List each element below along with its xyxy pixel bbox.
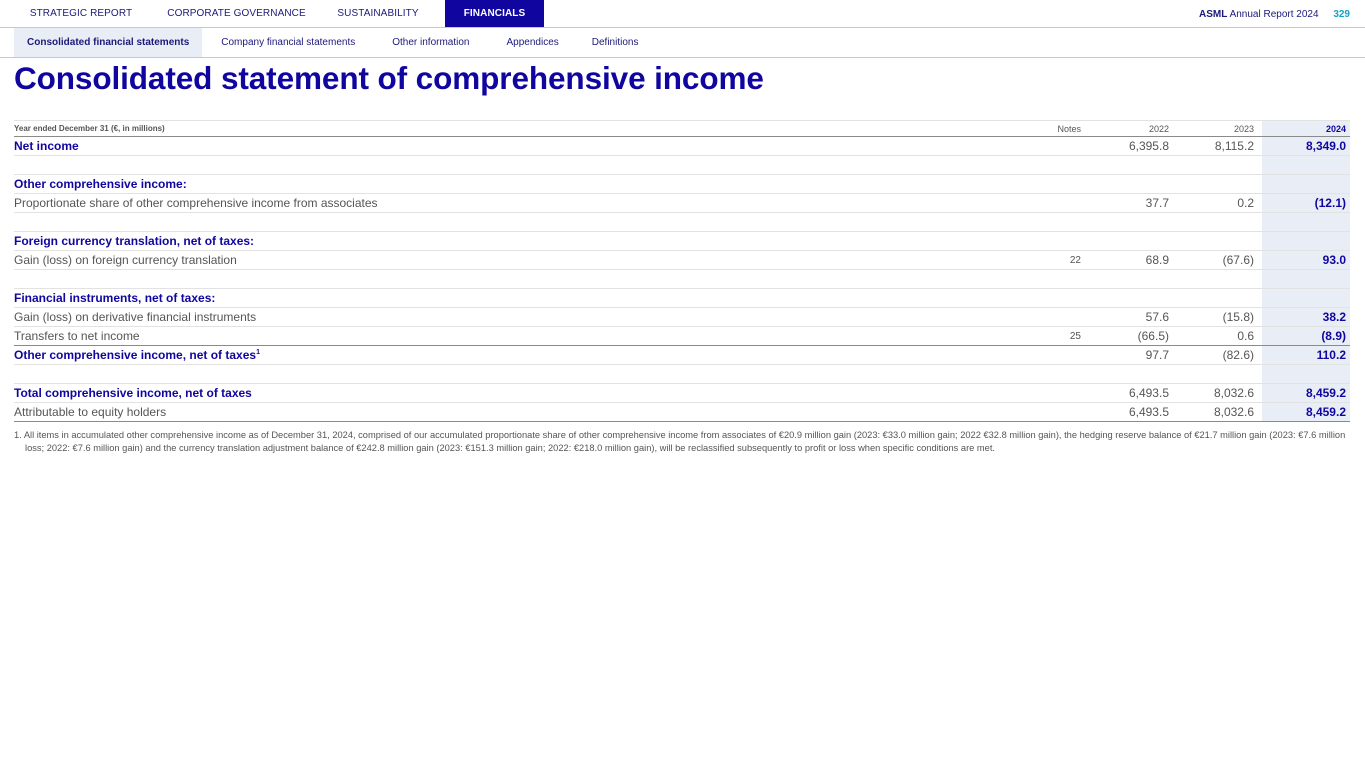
row-2024-value: (12.1) [1262, 194, 1350, 212]
tab-sustainability[interactable]: SUSTAINABILITY [337, 8, 419, 19]
table-row [14, 289, 1350, 308]
header-notes: Notes [1057, 124, 1081, 134]
page-title: Consolidated statement of comprehensive income [14, 60, 764, 96]
row-2024-value: 110.2 [1262, 346, 1350, 364]
row-notes: 22 [1069, 255, 1081, 266]
header-2024: 2024 [1262, 121, 1350, 136]
row-2022-value: 6,395.8 [1128, 139, 1169, 153]
row-2022-value: 6,493.5 [1128, 405, 1169, 419]
tab-financials[interactable]: FINANCIALS [445, 0, 544, 27]
row-2022-value: 68.9 [1145, 253, 1169, 267]
row-2024-value: 8,459.2 [1262, 403, 1350, 421]
table-row [14, 251, 1350, 270]
top-navigation-bar [0, 0, 1365, 28]
row-2023-value: (67.6) [1222, 253, 1254, 267]
subtab-appendices[interactable]: Appendices [506, 37, 559, 48]
row-2023-value: 0.6 [1237, 329, 1254, 343]
row-2022-value: (66.5) [1137, 329, 1169, 343]
row-label [14, 346, 260, 364]
row-label-text: Other comprehensive income, net of taxes [14, 348, 257, 362]
row-2024-value: 8,349.0 [1262, 137, 1350, 155]
sub-tabs [14, 28, 651, 57]
row-label: Attributable to equity holders [14, 405, 167, 419]
row-label: Gain (loss) on derivative financial instruments [14, 310, 257, 324]
row-label: Gain (loss) on foreign currency translation [14, 253, 237, 267]
row-2022-value: 37.7 [1145, 196, 1169, 210]
row-label: Net income [14, 139, 79, 153]
row-2022-value: 6,493.5 [1128, 386, 1169, 400]
subtab-definitions[interactable]: Definitions [591, 37, 639, 48]
table-header-row [14, 120, 1350, 137]
row-notes: 25 [1069, 331, 1081, 342]
table-row [14, 327, 1350, 346]
row-2024-value [1262, 270, 1350, 288]
table-row [14, 194, 1350, 213]
table-row [14, 213, 1350, 232]
row-2023-value: 8,115.2 [1214, 139, 1254, 153]
row-2024-value [1262, 289, 1350, 307]
table-row [14, 137, 1350, 156]
header-2022: 2022 [1148, 124, 1169, 134]
row-2022-value: 97.7 [1145, 348, 1169, 362]
section-tabs [0, 0, 544, 27]
row-label: Foreign currency translation, net of taxes: [14, 234, 255, 248]
row-label: Proportionate share of other comprehensive income from associates [14, 196, 378, 210]
table-row [14, 365, 1350, 384]
subtab-company-financial-statements[interactable]: Company financial statements [221, 37, 356, 48]
row-2022-value: 57.6 [1145, 310, 1169, 324]
subtab-other-information[interactable]: Other information [392, 37, 470, 48]
tab-corporate-governance[interactable]: CORPORATE GOVERNANCE [167, 8, 306, 19]
row-2024-value [1262, 175, 1350, 193]
sub-navigation-bar [0, 28, 1365, 58]
brand-name: ASML [1198, 9, 1228, 20]
table-row [14, 270, 1350, 289]
row-2024-value: 8,459.2 [1262, 384, 1350, 402]
row-2023-value: 8,032.6 [1213, 386, 1254, 400]
table-row [14, 175, 1350, 194]
row-label: Total comprehensive income, net of taxes [14, 386, 252, 400]
subtab-consolidated-financial-statements[interactable]: Consolidated financial statements [14, 28, 202, 57]
row-label: Other comprehensive income: [14, 177, 187, 191]
row-2023-value: 8,032.6 [1213, 405, 1254, 419]
row-2024-value [1262, 156, 1350, 174]
row-2024-value [1262, 213, 1350, 231]
table-row [14, 403, 1350, 422]
row-label: Transfers to net income [14, 329, 140, 343]
footnote-reference: 1 [256, 349, 260, 356]
table-row [14, 308, 1350, 327]
row-2024-value: (8.9) [1262, 327, 1350, 345]
report-brand [1199, 0, 1350, 28]
row-2023-value: (15.8) [1222, 310, 1254, 324]
table-row [14, 346, 1350, 365]
table-row [14, 384, 1350, 403]
table-row [14, 232, 1350, 251]
row-2023-value: (82.6) [1222, 348, 1254, 362]
page-number: 329 [1333, 9, 1350, 20]
row-2023-value: 0.2 [1237, 196, 1254, 210]
tab-strategic-report[interactable]: STRATEGIC REPORT [29, 8, 133, 19]
row-2024-value: 38.2 [1262, 308, 1350, 326]
table-row [14, 156, 1350, 175]
row-label: Financial instruments, net of taxes: [14, 291, 216, 305]
row-2024-value: 93.0 [1262, 251, 1350, 269]
report-name: Annual Report 2024 [1229, 9, 1319, 20]
table-footnote: 1. All items in accumulated other comprehensive income as of December 31, 2024, comprised of our accumulated proportionate share of other comprehensive income from associates of €20.9 million gain (2023: €33.0 million gain; 2022 €32.8 million gain), the hedging reserve balance of €21.7 million gain (2023: €7.6 million loss; 2022: €7.6 million gain) and the currency translation adjustment balance of €242.8 million gain (2023: €151.3 million gain; 2022: €218.0 million gain), will be reclassified subsequently to profit or loss when specific conditions are met. [14, 430, 1346, 453]
comprehensive-income-table [14, 120, 1350, 422]
header-2023: 2023 [1233, 124, 1254, 134]
row-2024-value [1262, 232, 1350, 250]
header-period-label: Year ended December 31 (€, in millions) [14, 124, 165, 133]
row-2024-value [1262, 365, 1350, 383]
